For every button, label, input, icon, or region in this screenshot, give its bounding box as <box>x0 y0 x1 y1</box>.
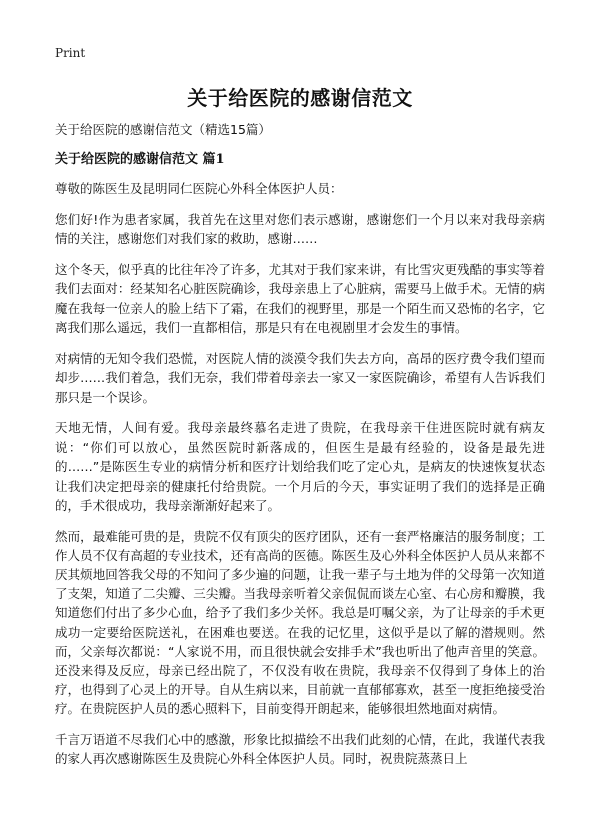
paragraph-closing: 千言万语道不尽我们心中的感激，形象比拟描绘不出我们此刻的心情，在此，我谨代表我的家人再次感谢陈医生及贵院心外科全体医护人员。同时，祝贵院蒸蒸日上 <box>55 731 545 767</box>
paragraph-salutation: 尊敬的陈医生及昆明同仁医院心外科全体医护人员： <box>55 181 343 196</box>
print-link[interactable]: Print <box>55 46 86 60</box>
page-title: 关于给医院的感谢信范文 <box>187 86 413 110</box>
paragraph-hospital: 天地无情，人间有爱。我母亲最终慕名走进了贵院，在我母亲干住进医院时就有病友说：“你们可以放心，虽然医院时新落成的，但医生是最有经验的，设备是最先进的……”是陈医生专业的病情分析和医疗计划给我们吃了定心丸，是病友的快速恢复状态让我们决定把母亲的健康托付给贵院。一个月后的今天，事实证明了我们的选择是正确的，手术很成功，我母亲渐渐好起来了。 <box>55 420 545 513</box>
section-heading: 关于给医院的感谢信范文 篇1 <box>55 152 225 167</box>
article-body <box>55 121 545 780</box>
paragraph-care: 然而，最难能可贵的是，贵院不仅有顶尖的医疗团队，还有一套严格廉洁的服务制度；工作人员不仅有高超的专业技术，还有高尚的医德。陈医生及心外科全体医护人员从来都不厌其烦地回答我父母的不知问了多少遍的问题，让我一辈子与土地为伴的父母第一次知道了支架，知道了二尖瓣、三尖瓣。当我母亲听着父亲侃侃而谈左心室、右心房和瓣膜，我知道您们付出了多少心血，给予了我们多少关怀。我总是叮嘱父亲，为了让母亲的手术更成功一定要给医院送礼，在困难也要送。在我的记忆里，这似乎是以了解的潜规则。然而，父亲每次都说：“人家说不用，而且很快就会安排手术”我也听出了他声音里的笑意。还没来得及反应，母亲已经出院了，不仅没有收在贵院，我母亲不仅得到了身体上的治疗，也得到了心灵上的开导。自从生病以来，目前就一直郁郁寡欢，甚至一度拒绝接受治疗。在贵院医护人员的悉心照料下，目前变得开朗起来，能够很坦然地面对病情。 <box>55 528 545 717</box>
paragraph-winter: 这个冬天，似乎真的比往年冷了许多，尤其对于我们家来讲，有比雪灾更残酷的事实等着我们去面对：经某知名心脏医院确诊，我母亲患上了心脏病，需要马上做手术。无情的病魔在我每一位亲人的脸上结下了霜，在我们的视野里，那是一个陌生而又恐怖的名字，它离我们那么遥远，我们一直都相信，那是只有在电视剧里才会发生的事情。 <box>55 261 545 335</box>
article-subtitle: 关于给医院的感谢信范文（精选15篇） <box>55 122 271 137</box>
paragraph-panic: 对病情的无知令我们恐慌，对医院人情的淡漠令我们失去方向，高昂的医疗费令我们望而却步……我们着急，我们无奈，我们带着母亲去一家又一家医院确诊，希望有人告诉我们那只是一个误诊。 <box>55 350 545 405</box>
paragraph-greeting: 您们好!作为患者家属，我首先在这里对您们表示感谢，感谢您们一个月以来对我母亲病情的关注，感谢您们对我们家的救助，感谢…… <box>55 211 545 246</box>
